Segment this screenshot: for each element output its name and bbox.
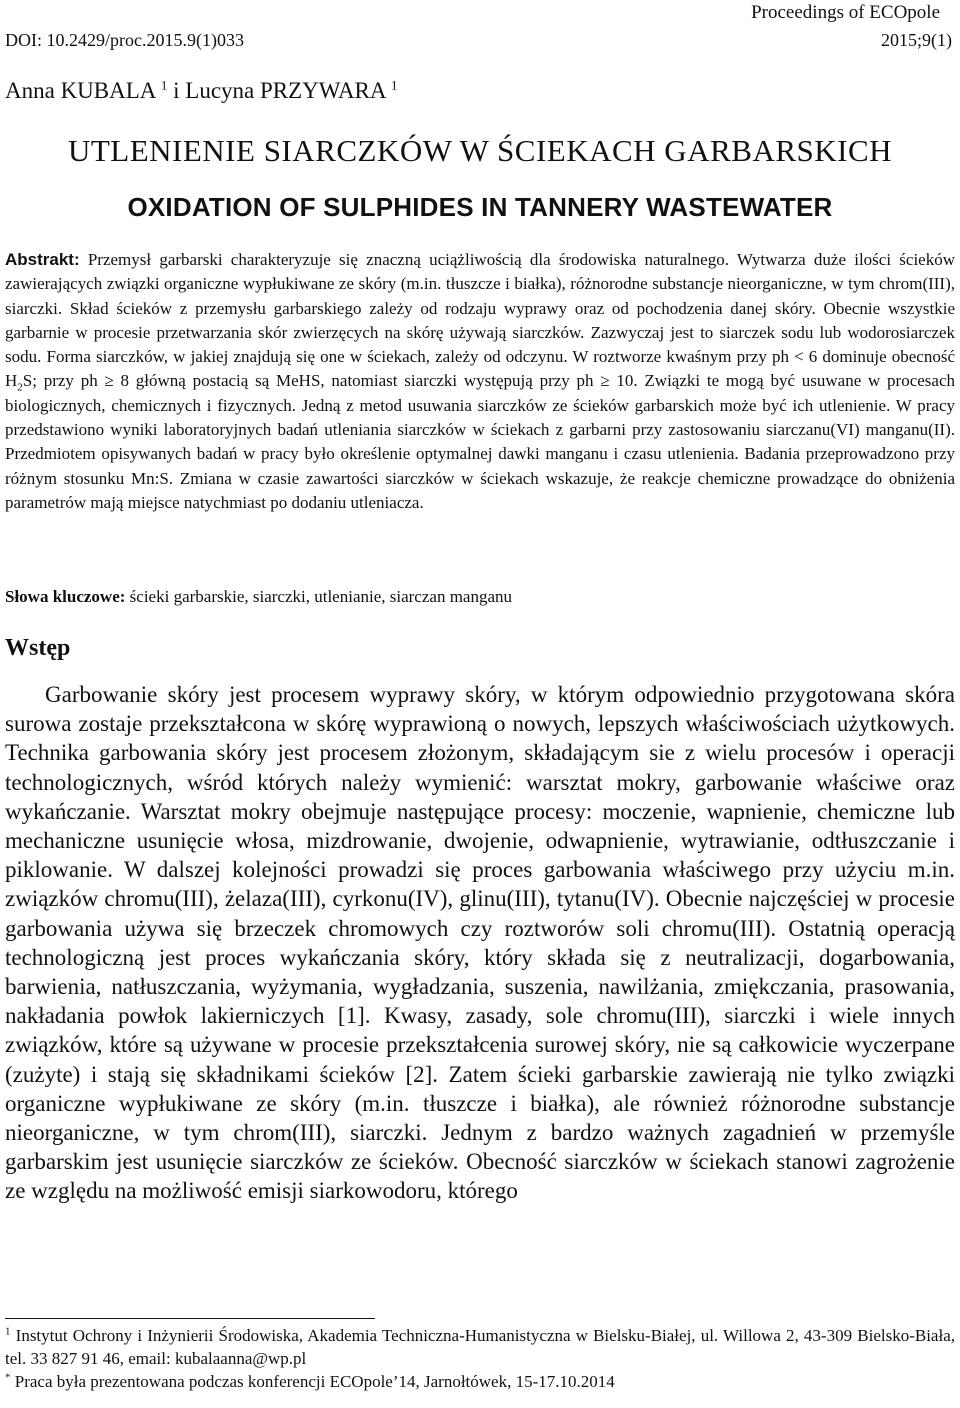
abstract-text-1: Przemysł garbarski charakteryzuje się znaczną uciążliwością dla środowiska naturalnego. Wytwarza duże ilości ścieków zawierających związki organiczne wypłukiwane ze skóry (m.in. tłuszcze i białka), różnorodne substancje nieorganiczne, w tym chrom(III), siarczki. Skład ścieków z przemysłu garbarskiego zależy od rodzaju wyprawy oraz od pochodzenia danej skóry. Obecnie wszystkie garbarnie w procesie przetwarzania skór zwierzęcych na skórę używają siarczków. Zazwyczaj jest to siarczek sodu lub wodorosiarczek sodu. Forma siarczków, w jakiej znajdują się one w ściekach, zależy od odczynu. W roztworze kwaśnym przy ph < 6 dominuje obecność H [5, 250, 955, 391]
author-2: Lucyna PRZYWARA [185, 78, 386, 103]
abstract-text-2: S; przy ph ≥ 8 główną postacią są MeHS, natomiast siarczki występują przy ph ≥ 10. Związki te mogą być usuwane w procesach biologicznych, chemicznych i fizycznych. Jedną z metod usuwania siarczków ze ścieków garbarskich może być ich utlenienie. W pracy przedstawiono wyniki laboratoryjnych badań utleniania siarczków w ściekach z garbarni przy zastosowaniu siarczanu(VI) manganu(II). Przedmiotem opisywanych badań w pracy było określenie optymalnej dawki manganu i czasu utlenienia. Badania przeprowadzono przy różnym stosunku Mn:S. Zmiana w czasie zawartości siarczków w ściekach wskazuje, że reakcje chemiczne prowadzące do obniżenia parametrów mają miejsce natychmiast po dodaniu utleniacza. [5, 371, 955, 512]
paper-title-english: OXIDATION OF SULPHIDES IN TANNERY WASTEWATER [127, 192, 833, 222]
author-1-affiliation: 1 [160, 77, 168, 93]
author-2-affiliation: 1 [391, 77, 398, 93]
abstract [5, 248, 955, 515]
author-connector: i [167, 78, 186, 103]
abstract-subscript: 2 [17, 381, 23, 394]
footnote-divider [5, 1318, 375, 1319]
authors [5, 78, 398, 104]
paper-title-polish: UTLENIENIE SIARCZKÓW W ŚCIEKACH GARBARSKICH [67, 133, 893, 168]
doi-row [5, 30, 952, 51]
keywords [5, 587, 955, 607]
journal-name: Proceedings of ECOpole [751, 2, 940, 23]
keywords-label: Słowa kluczowe: [5, 587, 126, 606]
author-1: Anna KUBALA [5, 78, 156, 103]
footnote-2-mark: * [5, 1371, 11, 1384]
keywords-text: ścieki garbarskie, siarczki, utlenianie, siarczan manganu [125, 587, 513, 606]
footnote-1-mark: 1 [5, 1325, 11, 1338]
footnote-1 [5, 1324, 955, 1370]
footnote-2-text: Praca była prezentowana podczas konferencji ECOpole’14, Jarnołtówek, 15-17.10.2014 [10, 1372, 615, 1391]
abstract-label: Abstrakt: [5, 250, 80, 269]
footnote-2 [5, 1370, 955, 1393]
footnote-1-text: Instytut Ochrony i Inżynierii Środowiska, Akademia Techniczna-Humanistyczna w Bielsku-Białej, ul. Willowa 2, 43-309 Bielsko-Biała, tel. 33 827 91 46, email: kubalaanna@wp.pl [5, 1326, 955, 1368]
body-paragraph: Garbowanie skóry jest procesem wyprawy skóry, w którym odpowiednio przygotowana skóra surowa zostaje przekształcona w skórę wyprawioną o nowych, lepszych właściwościach użytkowych. Technika garbowania skóry jest procesem złożonym, składającym sie z wielu procesów i operacji technologicznych, wśród których należy wymienić: warsztat mokry, garbowanie właściwe oraz wykańczanie. Warsztat mokry obejmuje następujące procesy: moczenie, wapnienie, chemiczne lub mechaniczne usunięcie włosa, mizdrowanie, dwojenie, odwapnienie, wytrawianie, odtłuszczanie i piklowanie. W dalszej kolejności prowadzi się proces garbowania właściwego przy użyciu m.in. związków chromu(III), żelaza(III), cyrkonu(IV), glinu(III), tytanu(IV). Obecnie najczęściej w procesie garbowania używa się brzeczek chromowych czy roztworów soli chromu(III). Ostatnią operacją technologiczną jest proces wykańczania skóry, który składa się z neutralizacji, dogarbowania, barwienia, natłuszczania, wyżymania, wygładzania, suszenia, nawilżania, zmiękczania, prasowania, nakładania powłok lakierniczych [1]. Kwasy, zasady, sole chromu(III), siarczki i wiele innych związków, które są używane w procesie przekształcenia surowej skóry, nie są całkowicie wyczerpane (zużyte) i stają się składnikami ścieków [2]. Zatem ścieki garbarskie zawierają nie tylko związki organiczne wypłukiwane ze skóry (m.in. tłuszcze i białka), ale również różnorodne substancje nieorganiczne, w tym chrom(III), siarczki. Jednym z bardzo ważnych zagadnień w przemyśle garbarskim jest usunięcie siarczków ze ścieków. Obecność siarczków w ściekach stanowi zagrożenie ze względu na możliwość emisji siarkowodoru, którego [5, 682, 955, 1204]
footnotes [5, 1324, 955, 1393]
volume: 2015;9(1) [881, 30, 952, 50]
doi: DOI: 10.2429/proc.2015.9(1)033 [5, 30, 244, 50]
section-heading: Wstęp [5, 635, 71, 661]
